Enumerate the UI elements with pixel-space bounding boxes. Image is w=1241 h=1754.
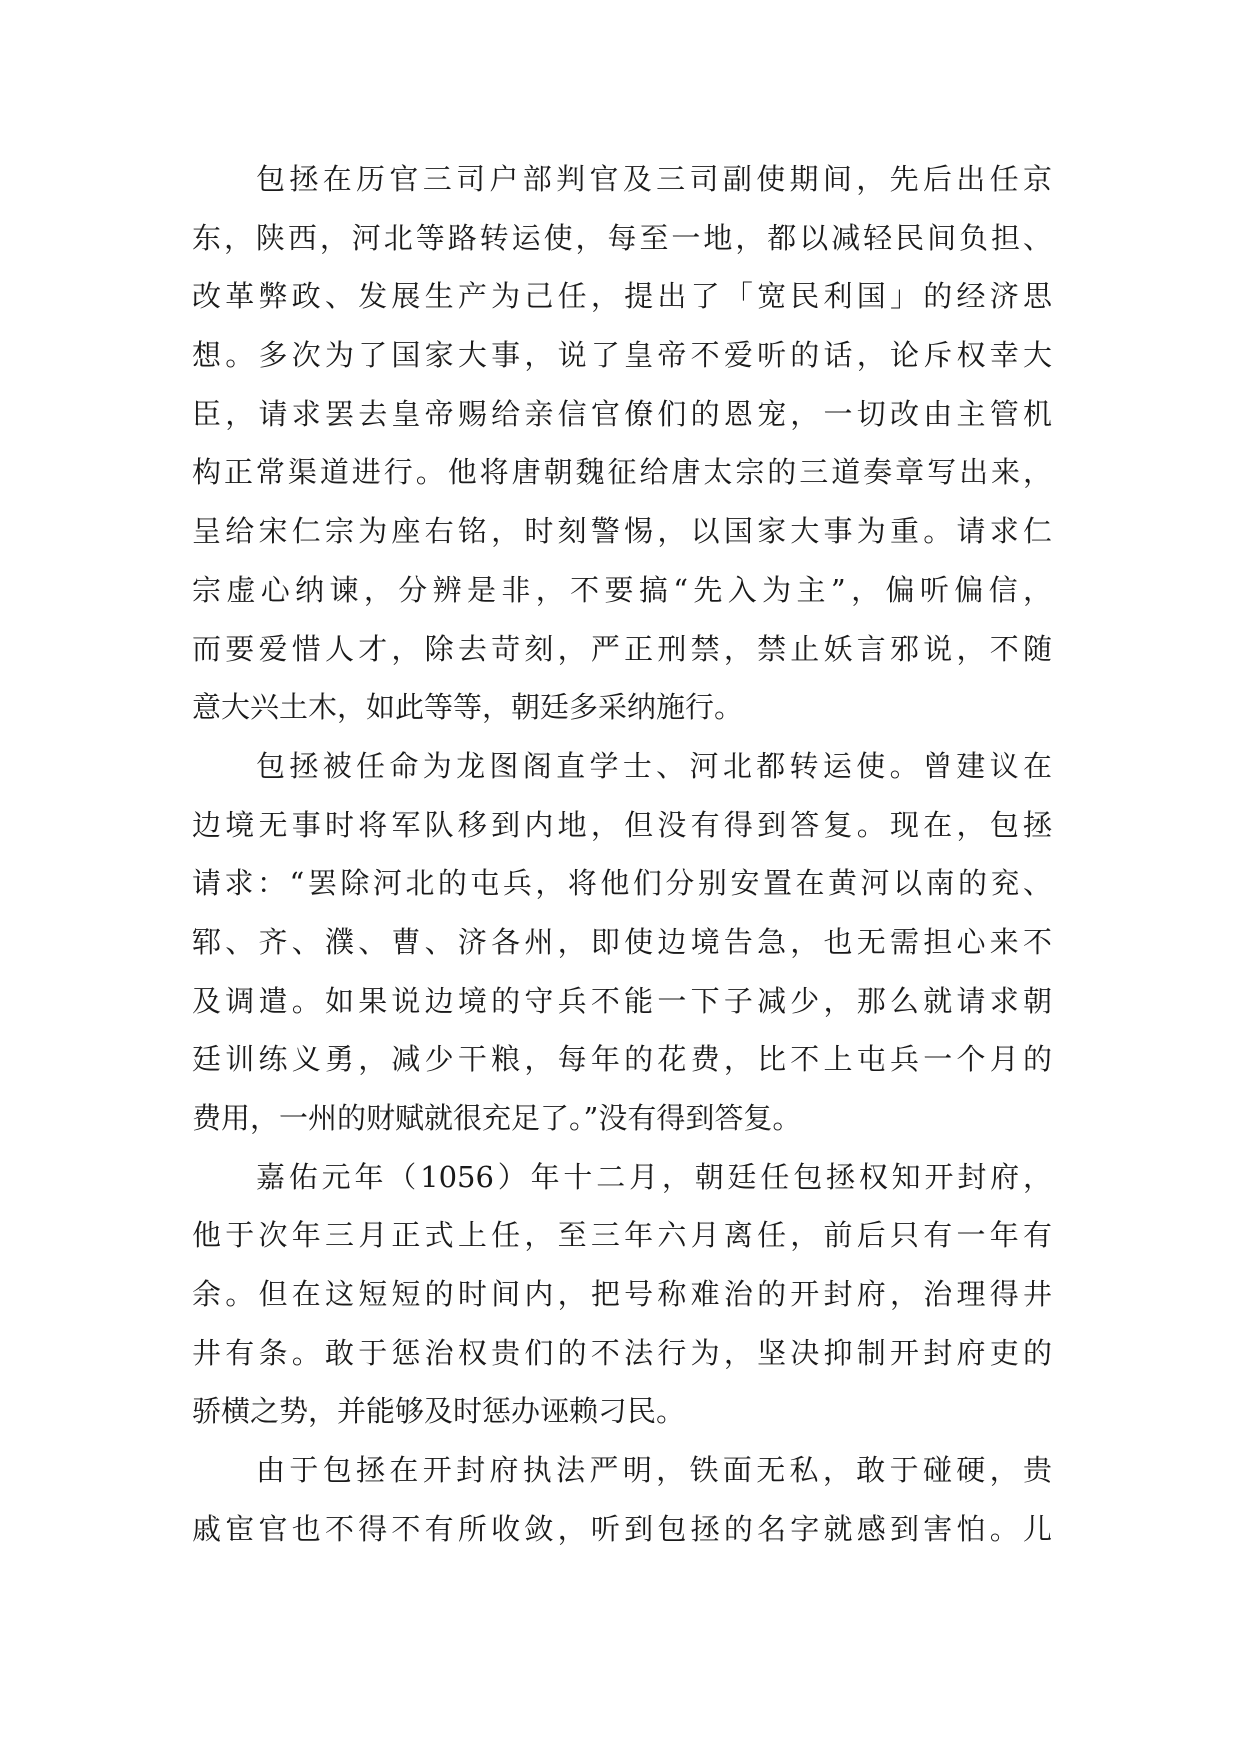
- paragraph-2-line-1: 包拯被任命为龙图阁直学士、河北都转运使。曾建议在: [256, 748, 1052, 783]
- paragraph-1-line-10: 意大兴土木，如此等等，朝廷多采纳施行。: [192, 690, 744, 725]
- paragraph-3-line-4: 井有条。敢于惩治权贵们的不法行为，坚决抑制开封府吏的: [192, 1335, 1052, 1370]
- paragraph-2-line-2: 边境无事时将军队移到内地，但没有得到答复。现在，包拯: [192, 807, 1052, 842]
- document-body: [192, 150, 1052, 1559]
- paragraph-2-line-6: 廷训练义勇，减少干粮，每年的花费，比不上屯兵一个月的: [192, 1042, 1052, 1077]
- paragraph-1-line-5: 臣，请求罢去皇帝赐给亲信官僚们的恩宠，一切改由主管机: [192, 396, 1052, 431]
- paragraph-2-line-5: 及调遣。如果说边境的守兵不能一下子减少，那么就请求朝: [192, 983, 1052, 1018]
- paragraph-1-line-2: 东，陕西，河北等路转运使，每至一地，都以减轻民间负担、: [192, 220, 1052, 255]
- paragraph-1-line-3: 改革弊政、发展生产为己任，提出了「宽民利国」的经济思: [192, 279, 1052, 314]
- paragraph-1-line-8: 宗虚心纳谏，分辨是非，不要搞“先入为主”，偏听偏信，: [192, 572, 1052, 607]
- paragraph-1-line-6: 构正常渠道进行。他将唐朝魏征给唐太宗的三道奏章写出来，: [192, 455, 1052, 490]
- paragraph-3-line-3: 余。但在这短短的时间内，把号称难治的开封府，治理得井: [192, 1277, 1052, 1312]
- paragraph-2-line-4: 郓、齐、濮、曹、济各州，即使边境告急，也无需担心来不: [192, 924, 1052, 959]
- paragraph-1-line-7: 呈给宋仁宗为座右铭，时刻警惕，以国家大事为重。请求仁: [192, 514, 1052, 549]
- paragraph-4-line-1: 由于包拯在开封府执法严明，铁面无私，敢于碰硬，贵: [256, 1453, 1052, 1488]
- paragraph-1-line-4: 想。多次为了国家大事，说了皇帝不爱听的话，论斥权幸大: [192, 338, 1052, 373]
- paragraph-1-line-1: 包拯在历官三司户部判官及三司副使期间，先后出任京: [256, 162, 1052, 196]
- paragraph-4-line-2: 戚宦官也不得不有所收敛，听到包拯的名字就感到害怕。儿: [192, 1511, 1052, 1546]
- paragraph-1-line-9: 而要爱惜人才，除去苛刻，严正刑禁，禁止妖言邪说，不随: [192, 631, 1052, 666]
- paragraph-2-line-7: 费用，一州的财赋就很充足了。”没有得到答复。: [192, 1101, 802, 1135]
- paragraph-2-line-3: 请求：“罢除河北的屯兵，将他们分别安置在黄河以南的兖、: [192, 866, 1052, 901]
- paragraph-3-line-1: 嘉佑元年（1056）年十二月，朝廷任包拯权知开封府，: [256, 1159, 1052, 1194]
- paragraph-3-line-2: 他于次年三月正式上任，至三年六月离任，前后只有一年有: [192, 1218, 1052, 1253]
- paragraph-3-line-5: 骄横之势，并能够及时惩办诬赖刁民。: [192, 1394, 686, 1429]
